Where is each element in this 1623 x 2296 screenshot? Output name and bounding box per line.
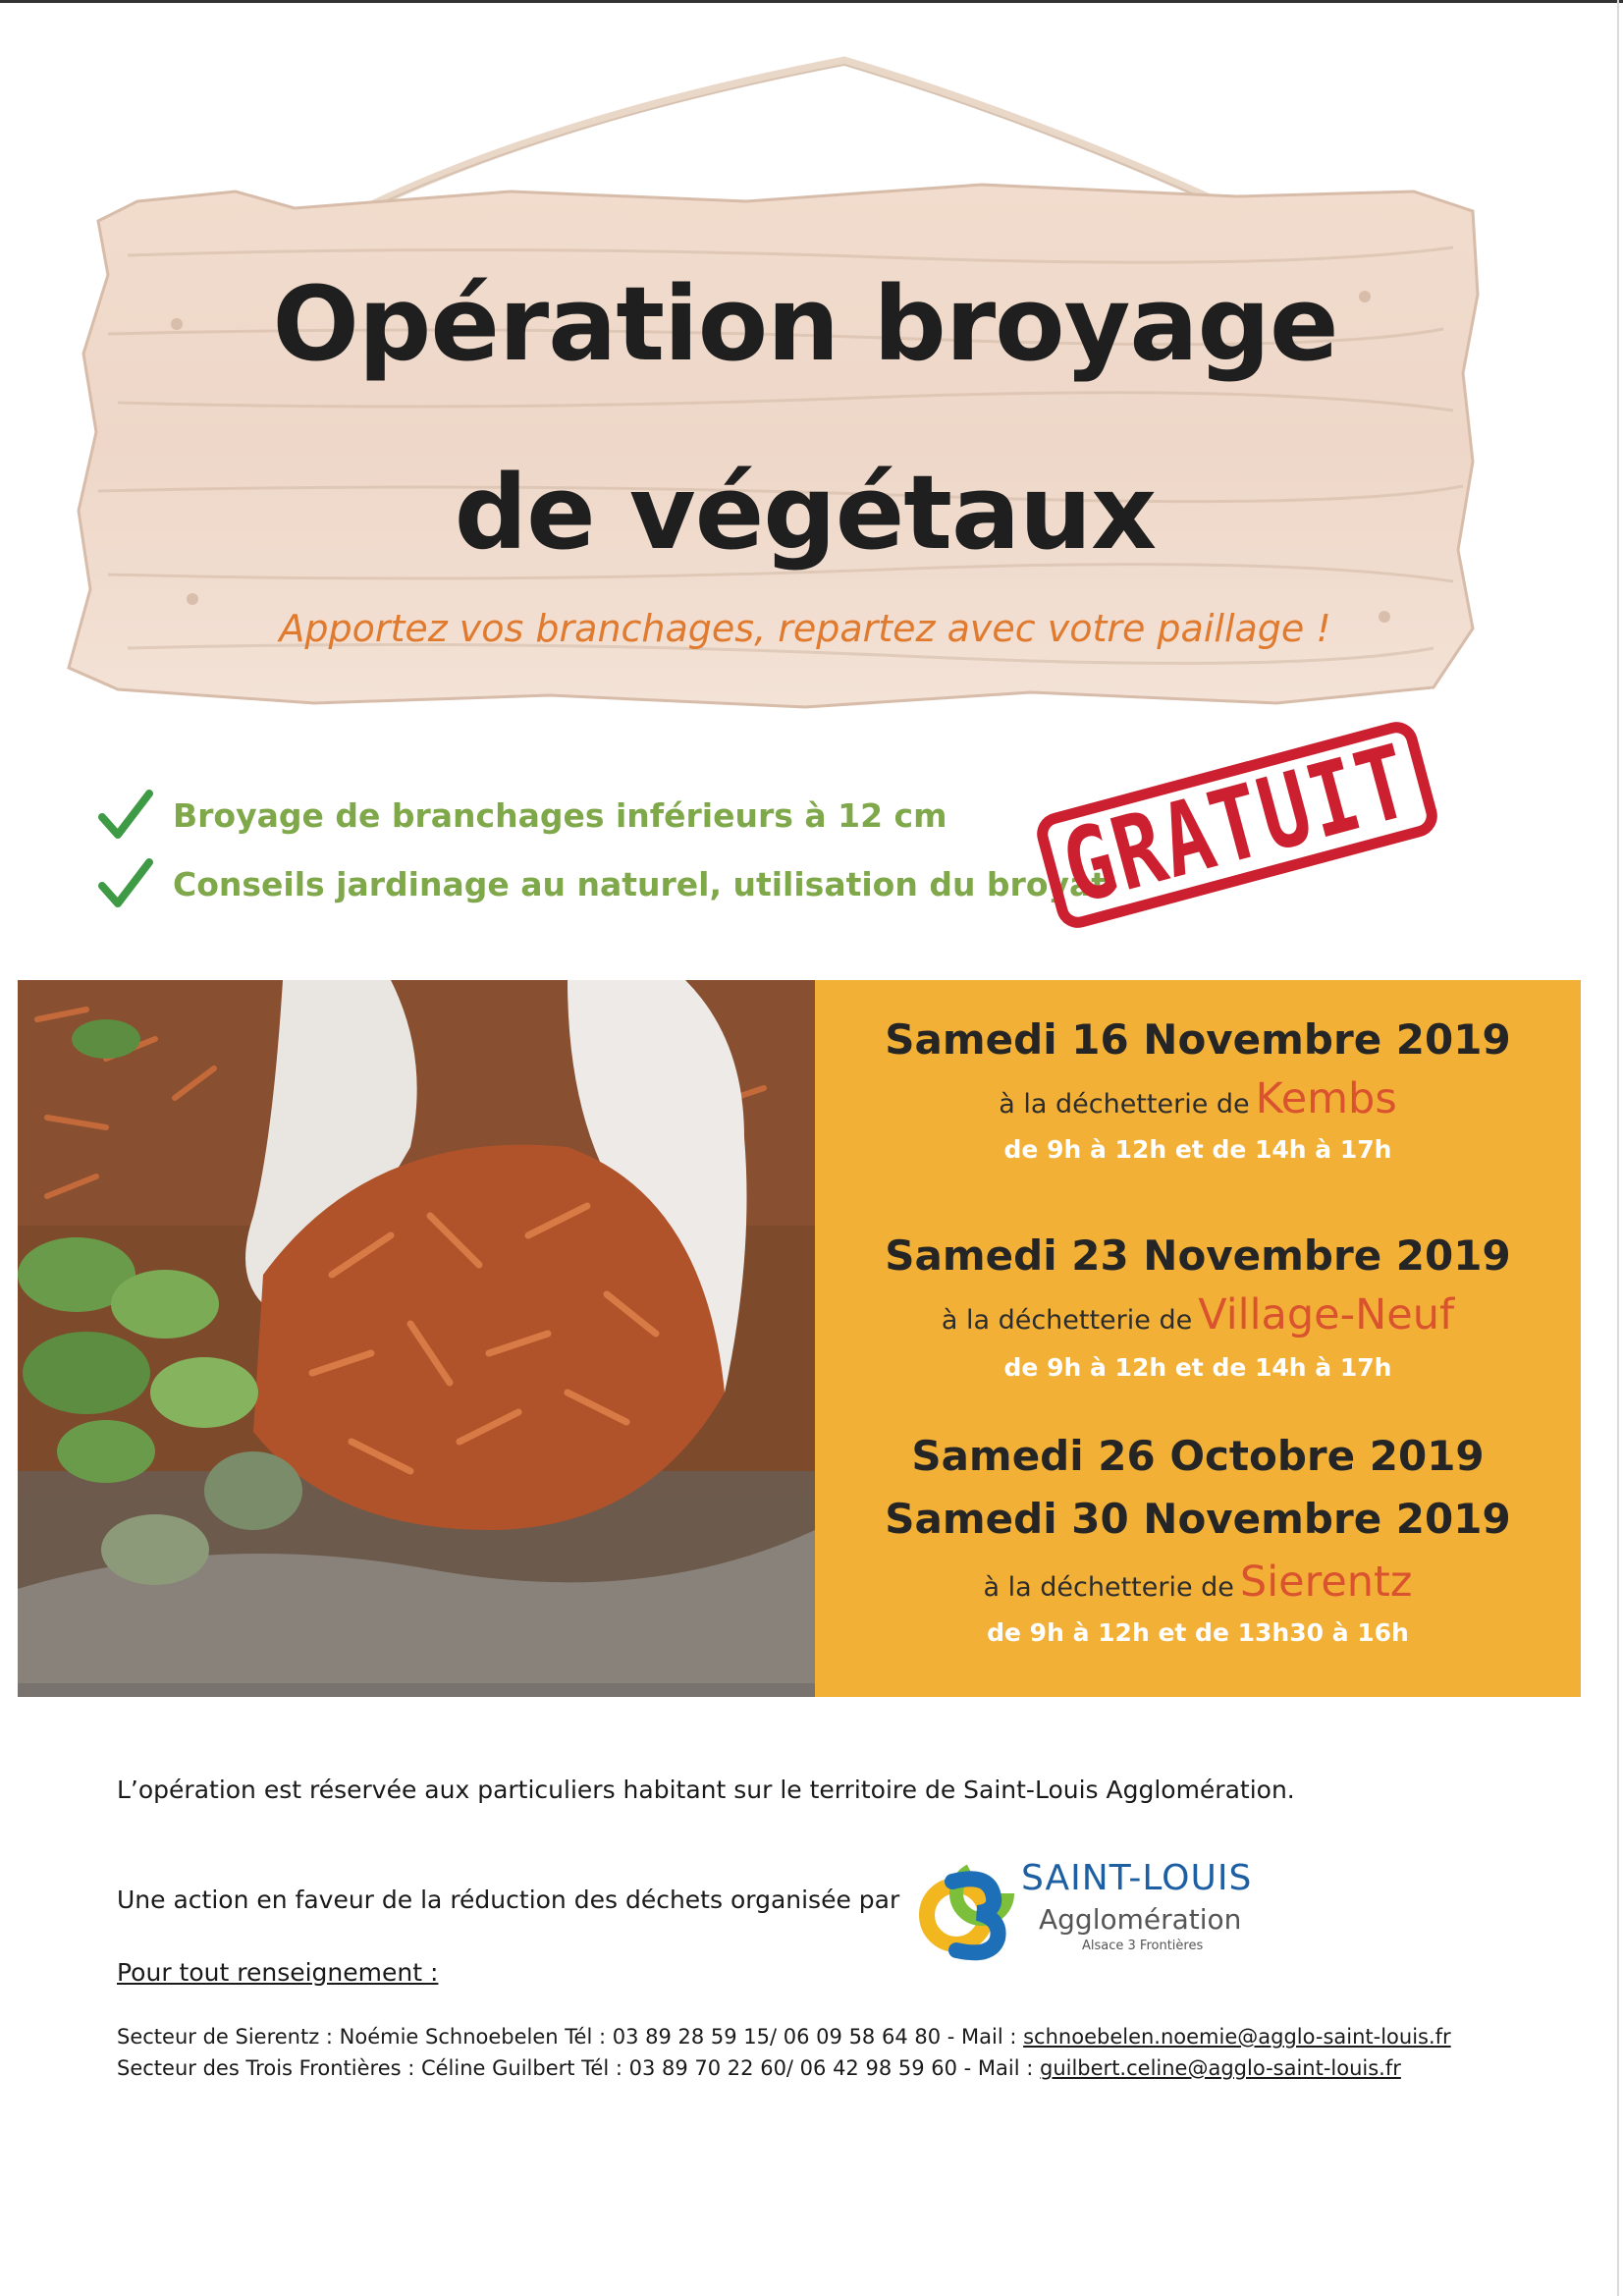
logo-subtitle: Agglomération [1039, 1903, 1242, 1936]
schedule-panel [815, 980, 1581, 1697]
title-line-1: Opération broyage [272, 264, 1338, 384]
gratuit-stamp [1021, 707, 1473, 943]
check-text: Broyage de branchages inférieurs à 12 cm [173, 795, 947, 835]
checkmark-icon [98, 856, 153, 911]
place-prefix: à la déchetterie de [941, 1305, 1193, 1336]
event-hours: de 9h à 12h et de 13h30 à 16h [987, 1618, 1409, 1647]
check-item [98, 854, 1107, 913]
place-prefix: à la déchetterie de [983, 1572, 1234, 1603]
event-place [815, 1074, 1581, 1123]
city-name: Kembs [1255, 1074, 1397, 1123]
event-hours: de 9h à 12h et de 14h à 17h [1003, 1135, 1392, 1164]
contact-line [117, 2056, 1401, 2080]
subtitle: Apportez vos branchages, repartez avec votre paillage ! [279, 607, 1331, 650]
logo-name: SAINT-LOUIS [1021, 1858, 1253, 1898]
info-heading: Pour tout renseignement : [117, 1958, 439, 1987]
eligibility-note: L’opération est réservée aux particuliers habitant sur le territoire de Saint-Louis Agglomération. [117, 1776, 1295, 1804]
place-prefix: à la déchetterie de [999, 1089, 1250, 1120]
event-hours: de 9h à 12h et de 14h à 17h [1003, 1353, 1392, 1382]
city-name: Sierentz [1239, 1558, 1413, 1607]
organizer-note: Une action en faveur de la réduction des déchets organisée par [117, 1886, 900, 1914]
city-name: Village-Neuf [1198, 1290, 1455, 1339]
contact-details: Secteur de Sierentz : Noémie Schnoebelen Tél : 03 89 28 59 15/ 06 09 58 64 80 - Mail : [117, 2025, 1024, 2049]
title-line-2: de végétaux [454, 453, 1157, 573]
event-place [815, 1558, 1581, 1607]
saint-louis-logo [913, 1854, 1286, 1962]
logo-tagline: Alsace 3 Frontières [1082, 1939, 1204, 1953]
mulch-photo [18, 980, 815, 1697]
contact-details: Secteur des Trois Frontières : Céline Guilbert Tél : 03 89 70 22 60/ 06 42 98 59 60 - Mail : [117, 2056, 1040, 2080]
event-date: Samedi 23 Novembre 2019 [885, 1231, 1511, 1280]
email-link[interactable]: guilbert.celine@agglo-saint-louis.fr [1040, 2056, 1401, 2080]
stamp-frame [1032, 717, 1441, 932]
stamp-text: GRATUIT [1051, 723, 1424, 927]
event-date: Samedi 16 Novembre 2019 [885, 1015, 1511, 1064]
checkmark-icon [98, 788, 153, 843]
logo-mark-icon [913, 1854, 1021, 1962]
event-place [815, 1290, 1581, 1339]
email-link[interactable]: schnoebelen.noemie@agglo-saint-louis.fr [1023, 2025, 1451, 2049]
event-date: Samedi 30 Novembre 2019 [885, 1495, 1511, 1543]
check-text: Conseils jardinage au naturel, utilisation du broyat [173, 864, 1108, 903]
check-item [98, 786, 947, 845]
event-date: Samedi 26 Octobre 2019 [911, 1432, 1485, 1480]
contact-line [117, 2025, 1451, 2049]
